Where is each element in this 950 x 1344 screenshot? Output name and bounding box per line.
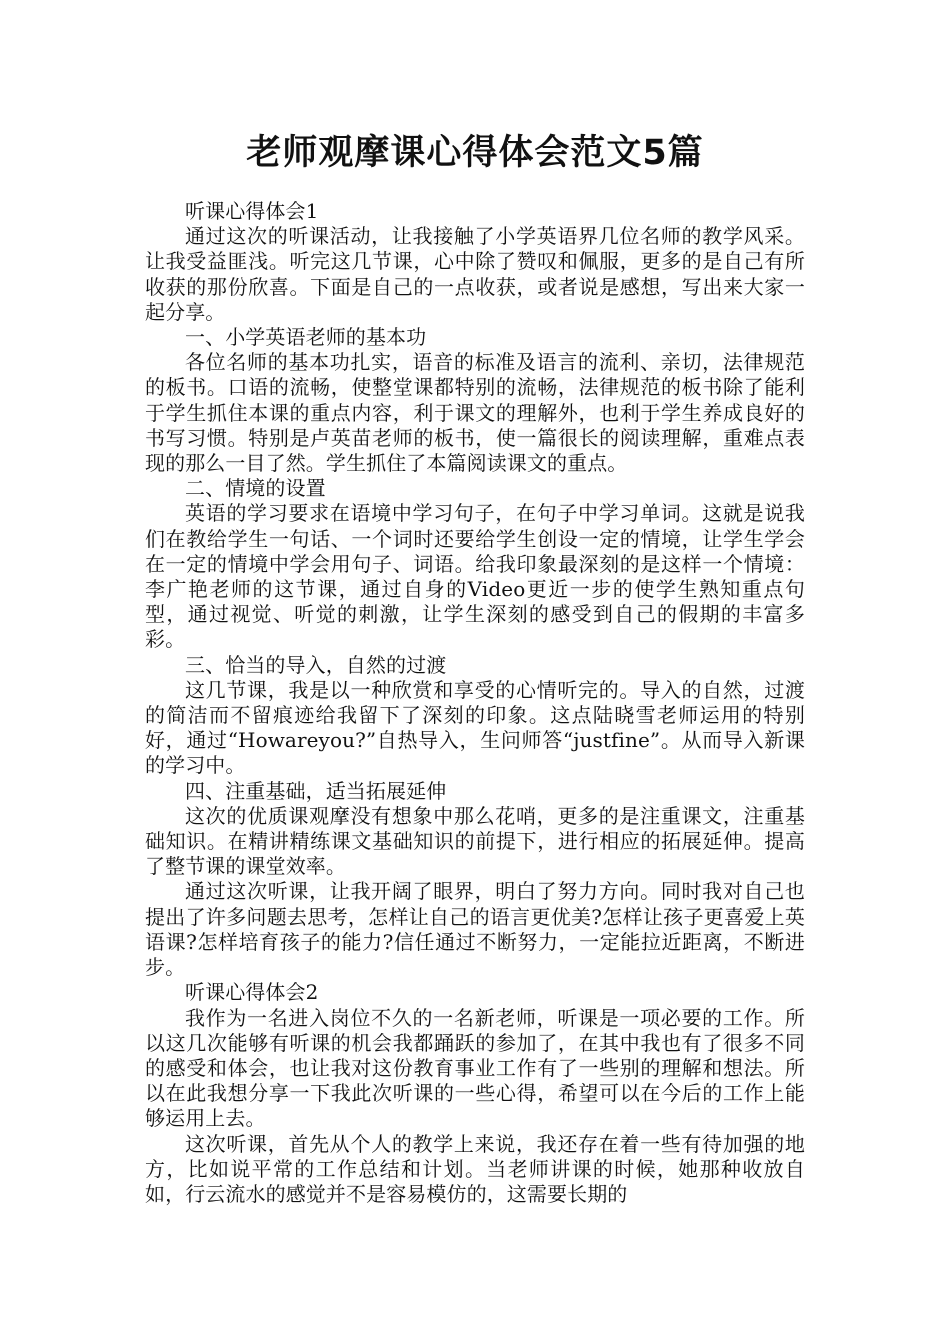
heading-section-2: 听课心得体会2 — [185, 980, 319, 1005]
paragraph: 各位名师的基本功扎实，语音的标准及语言的流利、亲切，法律规范的板书。口语的流畅，使整堂课都特别的流畅，法律规范的板书除了能利于学生抓住本课的重点内容，利于课文的理解外，也利于学生养成良好的书写习惯。特别是卢英苗老师的板书，使一篇很长的阅读理解，重难点表现的那么一目了然。学生抓住了本篇阅读课文的重点。 — [145, 350, 805, 476]
paragraph: 通过这次的听课活动，让我接触了小学英语界几位名师的教学风采。让我受益匪浅。听完这几节课，心中除了赞叹和佩服，更多的是自己有所收获的那份欣喜。下面是自己的一点收获，或者说是感想，写出来大家一起分享。 — [145, 224, 805, 324]
subheading: 二、情境的设置 — [185, 476, 326, 501]
paragraph: 这次的优质课观摩没有想象中那么花哨，更多的是注重课文，注重基础知识。在精讲精练课文基础知识的前提下，进行相应的拓展延伸。提高了整节课的课堂效率。 — [145, 803, 805, 879]
document-title: 老师观摩课心得体会范文5篇 — [246, 133, 704, 173]
subheading: 一、小学英语老师的基本功 — [185, 325, 427, 350]
paragraph: 英语的学习要求在语境中学习句子，在句子中学习单词。这就是说我们在教给学生一句话、一个词时还要给学生创设一定的情境，让学生学会在一定的情境中学会用句子、词语。给我印象最深刻的是这样一个情境：李广艳老师的这节课，通过自身的Video更近一步的使学生熟知重点句型，通过视觉、听觉的刺激，让学生深刻的感受到自己的假期的丰富多彩。 — [145, 501, 805, 652]
heading-section-1: 听课心得体会1 — [185, 199, 319, 223]
paragraph: 我作为一名进入岗位不久的一名新老师，听课是一项必要的工作。所以这几次能够有听课的机会我都踊跃的参加了，在其中我也有了很多不同的感受和体会，也让我对这份教育事业工作有了一些别的理解和想法。所以在此我想分享一下我此次听课的一些心得，希望可以在今后的工作上能够运用上去。 — [145, 1005, 805, 1131]
subheading: 三、恰当的导入，自然的过渡 — [185, 652, 447, 677]
paragraph: 通过这次听课，让我开阔了眼界，明白了努力方向。同时我对自己也提出了许多问题去思考，怎样让自己的语言更优美?怎样让孩子更喜爱上英语课?怎样培育孩子的能力?信任通过不断努力，一定能拉近距离，不断进步。 — [145, 879, 805, 980]
subheading: 四、注重基础，适当拓展延伸 — [185, 778, 447, 803]
document-body — [145, 199, 805, 1207]
paragraph: 这次听课，首先从个人的教学上来说，我还存在着一些有待加强的地方，比如说平常的工作总结和计划。当老师讲课的时候，她那种收放自如，行云流水的感觉并不是容易模仿的，这需要长期的 — [145, 1131, 805, 1206]
paragraph: 这几节课，我是以一种欣赏和享受的心情听完的。导入的自然，过渡的简洁而不留痕迹给我留下了深刻的印象。这点陆晓雪老师运用的特别好，通过“Howareyou?”自热导入，生问师答“justfine”。从而导入新课的学习中。 — [145, 677, 805, 778]
